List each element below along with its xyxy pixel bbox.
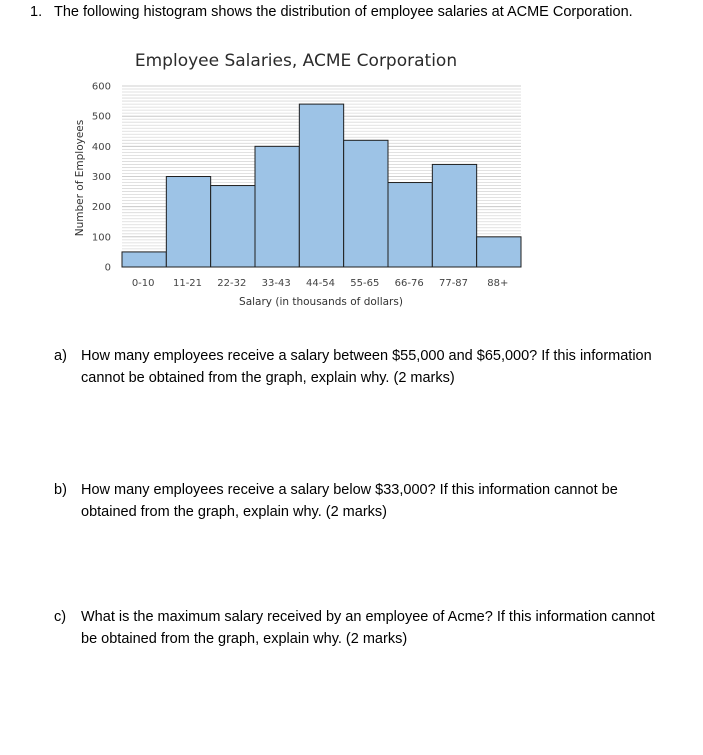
bar-88+ [477,237,521,267]
bar-55-65 [344,140,388,267]
part-c [54,606,656,650]
x-tick-label: 22-32 [217,278,247,289]
bar-22-32 [211,186,255,267]
part-b [54,479,656,523]
bar-77-87 [432,164,476,267]
bar-11-21 [166,177,210,268]
x-tick-label: 33-43 [261,278,291,289]
y-tick-label: 0 [104,262,111,274]
bar-66-76 [388,183,432,267]
y-tick-label: 400 [91,141,111,153]
part-a [54,345,656,389]
question-number: 1. [30,4,43,20]
y-axis-ticks [92,82,111,274]
x-axis-ticks [132,278,509,289]
x-axis-label: Salary (in thousands of dollars) [239,296,403,308]
y-tick-label: 300 [91,172,111,183]
histogram-chart [0,0,703,330]
y-tick-label: 200 [91,202,111,214]
chart-title: Employee Salaries, ACME Corporation [134,51,458,71]
part-b-text: How many employees receive a salary below $33,000? If this information cannot be obtained from the graph, explain why. (2 marks) [81,482,618,520]
bar-0-10 [122,252,166,267]
x-tick-label: 0-10 [131,278,155,289]
bar-33-43 [255,146,299,267]
question-text: The following histogram shows the distribution of employee salaries at ACME Corporation. [54,4,633,20]
x-tick-label: 77-87 [438,278,469,289]
bar-44-54 [299,104,343,267]
part-c-letter: c) [54,609,67,625]
x-tick-label: 44-54 [305,278,336,289]
x-tick-label: 11-21 [172,278,203,289]
y-axis-label: Number of Employees [74,119,86,237]
x-tick-label: 55-65 [350,278,380,289]
part-a-letter: a) [54,348,67,364]
part-a-text: How many employees receive a salary between $55,000 and $65,000? If this information cannot be obtained from the graph, explain why. (2 marks) [81,348,652,386]
x-tick-label: 66-76 [394,278,424,289]
y-tick-label: 500 [91,111,111,123]
y-tick-label: 100 [91,232,111,244]
part-b-letter: b) [54,482,67,498]
x-tick-label: 88+ [487,278,509,289]
y-tick-label: 600 [91,81,111,93]
part-c-text: What is the maximum salary received by an employee of Acme? If this information cannot be obtained from the graph, explain why. (2 marks) [81,609,655,647]
